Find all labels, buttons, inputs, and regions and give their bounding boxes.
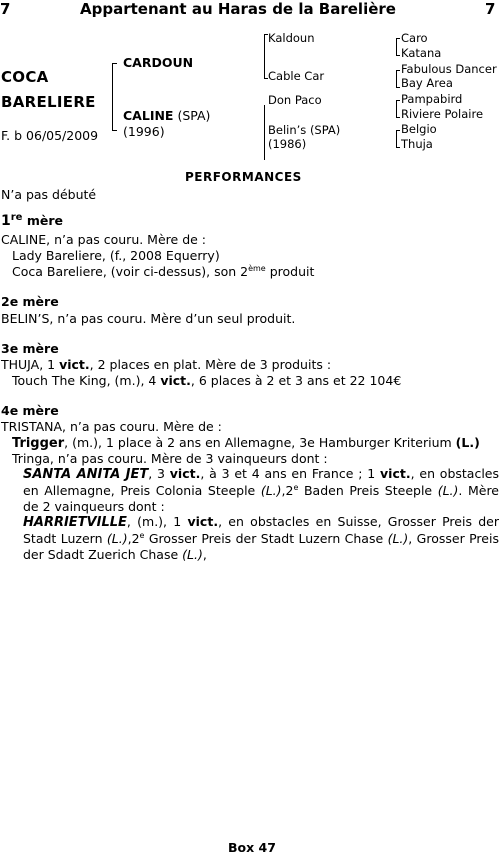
first-dam-heading-word: mère bbox=[26, 213, 63, 228]
santa-t4: ,2 bbox=[281, 483, 294, 498]
third-dam-line2-vict: vict. bbox=[160, 373, 191, 388]
horse-name-line1: COCA bbox=[1, 68, 49, 86]
third-dam-heading: 3e mère bbox=[1, 341, 59, 356]
santa-vict1: vict. bbox=[169, 466, 201, 481]
harriet-l3: (L.) bbox=[182, 547, 203, 562]
third-dam-line1 bbox=[1, 357, 331, 372]
trigger-grade: (L.) bbox=[455, 435, 480, 450]
first-dam-heading-num: 1 bbox=[1, 213, 11, 229]
pedigree-dam-dam-year: (1986) bbox=[268, 137, 307, 151]
santa-t3: , en obstacles en Allemagne, Preis Colonia Steeple bbox=[23, 466, 499, 498]
second-dam-heading: 2e mère bbox=[1, 294, 59, 309]
pedigree-bracket-g3-4 bbox=[396, 130, 400, 148]
pedigree-g3-fabulous-dancer: Fabulous Dancer bbox=[401, 62, 497, 76]
first-dam-line3 bbox=[12, 264, 314, 279]
santa-l2: (L.) bbox=[437, 483, 459, 498]
pedigree-bracket-g3-3 bbox=[396, 100, 400, 118]
horse-name-line2: BARELIERE bbox=[1, 93, 96, 111]
santa-anita-jet-paragraph bbox=[23, 466, 499, 515]
pedigree-g3-bay-area: Bay Area bbox=[401, 76, 453, 90]
fourth-dam-tringa: Tringa, n’a pas couru. Mère de 3 vainqueurs dont : bbox=[12, 451, 328, 466]
harrietville-name: HARRIETVILLE bbox=[23, 515, 127, 530]
harriet-l2: (L.) bbox=[387, 531, 409, 546]
third-dam-line2-a: Touch The King, (m.), 4 bbox=[12, 373, 161, 388]
harriet-t3: ,2 bbox=[127, 531, 140, 546]
santa-l1: (L.) bbox=[260, 483, 282, 498]
pedigree-g3-pampabird: Pampabird bbox=[401, 92, 463, 106]
pedigree-dam-dam: Belin’s (SPA) bbox=[268, 123, 341, 137]
harriet-vict: vict. bbox=[187, 514, 219, 529]
harrietville-paragraph bbox=[23, 514, 499, 563]
pedigree-sire-sire: Kaldoun bbox=[268, 31, 315, 45]
first-dam-heading-sup: re bbox=[10, 211, 23, 223]
pedigree-dam-line bbox=[123, 108, 210, 123]
pedigree-dam-sire: Don Paco bbox=[268, 93, 322, 107]
first-dam-line3-sup: ème bbox=[248, 263, 266, 273]
santa-sup: e bbox=[293, 482, 299, 492]
fourth-dam-heading: 4e mère bbox=[1, 403, 59, 418]
third-dam-line1-c: , 2 places en plat. Mère de 3 produits : bbox=[89, 357, 332, 372]
pedigree-g3-katana: Katana bbox=[401, 46, 442, 60]
harriet-t2: , en obstacles en Suisse, Grosser Preis der Stadt Luzern bbox=[23, 514, 499, 546]
page-title: Appartenant au Haras de la Barelière bbox=[80, 0, 396, 18]
lot-number-right: 7 bbox=[485, 0, 496, 18]
first-dam-line2: Lady Bareliere, (f., 2008 Equerry) bbox=[12, 248, 220, 263]
pedigree-g3-caro: Caro bbox=[401, 31, 428, 45]
santa-vict2: vict. bbox=[380, 466, 411, 481]
pedigree-g3-belgio: Belgio bbox=[401, 122, 437, 136]
pedigree-bracket-g3-2 bbox=[396, 70, 400, 88]
harriet-sup: e bbox=[139, 530, 145, 540]
santa-t2: , à 3 et 4 ans en France ; 1 bbox=[200, 466, 381, 481]
harriet-l1: (L.) bbox=[106, 531, 128, 546]
harriet-t4: Grosser Preis der Stadt Luzern Chase bbox=[144, 531, 388, 546]
first-dam-line3-b: produit bbox=[265, 264, 315, 279]
trigger-text: , (m.), 1 place à 2 ans en Allemagne, 3e Hamburger Kriterium bbox=[64, 435, 456, 450]
pedigree-sire-dam: Cable Car bbox=[268, 69, 325, 83]
first-dam-line3-a: Coca Bareliere, (voir ci-dessus), son 2 bbox=[12, 264, 249, 279]
third-dam-line2 bbox=[12, 373, 401, 388]
santa-t5: Baden Preis Steeple bbox=[298, 483, 438, 498]
harriet-t5: , Grosser Preis der Sdadt Zuerich Chase bbox=[23, 531, 499, 562]
performances-text: N’a pas débuté bbox=[1, 187, 97, 202]
santa-t6: . Mère de 2 vainqueurs dont : bbox=[23, 483, 499, 514]
santa-anita-jet-name: SANTA ANITA JET bbox=[23, 467, 149, 482]
performances-heading: PERFORMANCES bbox=[185, 170, 302, 184]
pedigree-dam: CALINE bbox=[123, 108, 174, 123]
lot-number-left: 7 bbox=[0, 0, 11, 18]
trigger-name: Trigger bbox=[12, 436, 65, 451]
pedigree-bracket-g3-1 bbox=[396, 38, 400, 56]
pedigree-g3-riviere-polaire: Riviere Polaire bbox=[401, 107, 484, 121]
first-dam-heading bbox=[1, 213, 63, 230]
footer-box: Box 47 bbox=[228, 840, 276, 855]
pedigree-dam-country: (SPA) bbox=[177, 108, 211, 123]
second-dam-line1: BELIN’S, n’a pas couru. Mère d’un seul produit. bbox=[1, 311, 296, 326]
pedigree-sire: CARDOUN bbox=[123, 55, 194, 70]
harriet-t6: , bbox=[202, 547, 207, 562]
harriet-t1: , (m.), 1 bbox=[126, 514, 188, 529]
third-dam-line2-c: , 6 places à 2 et 3 ans et 22 104€ bbox=[190, 373, 402, 388]
santa-t1: , 3 bbox=[148, 466, 170, 481]
fourth-dam-line1: TRISTANA, n’a pas couru. Mère de : bbox=[1, 419, 222, 434]
first-dam-line1: CALINE, n’a pas couru. Mère de : bbox=[1, 232, 206, 247]
pedigree-dam-year: (1996) bbox=[123, 124, 165, 139]
fourth-dam-trigger bbox=[12, 435, 480, 452]
pedigree-g3-thuja: Thuja bbox=[401, 137, 433, 151]
third-dam-line1-a: THUJA, 1 bbox=[1, 357, 60, 372]
horse-sex-birth: F. b 06/05/2009 bbox=[1, 128, 99, 143]
pedigree-bracket-gen1 bbox=[112, 63, 117, 131]
third-dam-line1-vict: vict. bbox=[59, 357, 90, 372]
